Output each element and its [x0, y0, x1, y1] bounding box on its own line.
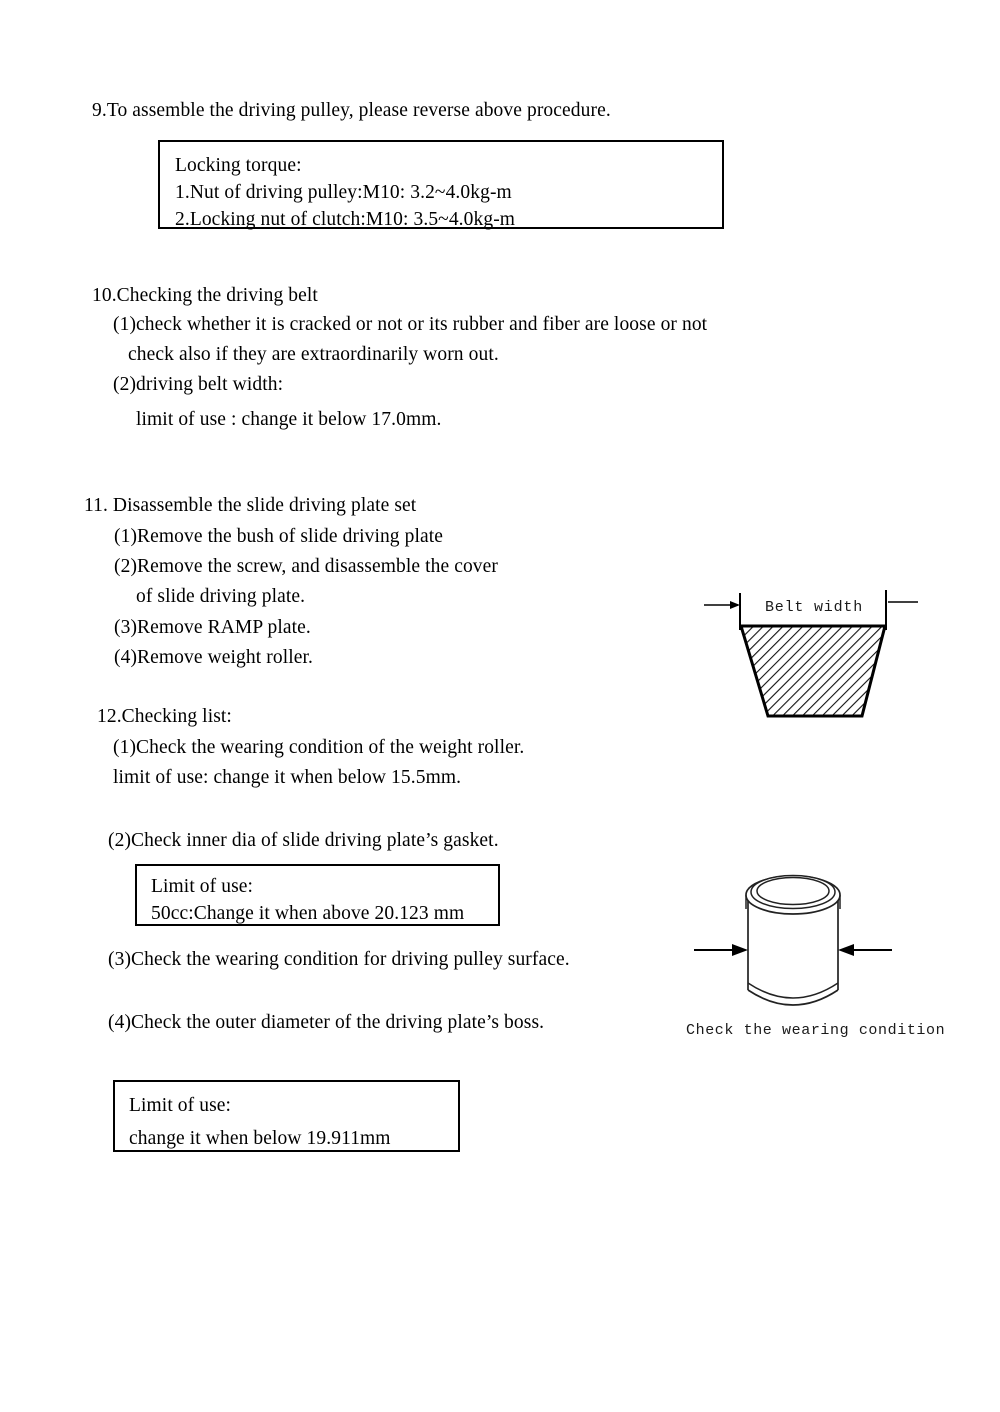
locking-torque-line-1: 1.Nut of driving pulley:M10: 3.2~4.0kg-m	[175, 182, 512, 203]
gasket-limit-title: Limit of use:	[151, 876, 254, 897]
boss-limit-title: Limit of use:	[129, 1095, 232, 1116]
item12-line-5: (4)Check the outer diameter of the driving plate’s boss.	[108, 1012, 545, 1033]
item10-line-3: (2)driving belt width:	[113, 374, 284, 395]
item10-heading: 10.Checking the driving belt	[92, 285, 318, 306]
boss-limit-box	[113, 1080, 460, 1152]
belt-width-figure	[690, 580, 930, 730]
belt-cross-section-shape	[741, 626, 885, 716]
item10-line-1: (1)check whether it is cracked or not or its rubber and fiber are loose or not	[113, 314, 708, 335]
item9-heading: 9.To assemble the driving pulley, please reverse above procedure.	[92, 100, 611, 121]
item12-line-3: (2)Check inner dia of slide driving plate’s gasket.	[108, 830, 499, 851]
boss-arrow-head-left	[732, 944, 748, 956]
belt-width-label: Belt width	[765, 599, 864, 616]
item11-heading: 11. Disassemble the slide driving plate set	[84, 495, 417, 516]
boss-figure-caption: Check the wearing condition	[686, 1022, 946, 1039]
item10-line-2: check also if they are extraordinarily worn out.	[128, 344, 499, 365]
item12-heading: 12.Checking list:	[97, 706, 232, 727]
item12-line-2: limit of use: change it when below 15.5mm.	[113, 767, 462, 788]
item11-line-1: (1)Remove the bush of slide driving plate	[114, 526, 444, 547]
boss-top-inner-ellipse	[757, 878, 829, 905]
boss-limit-line-1: change it when below 19.911mm	[129, 1128, 391, 1149]
item11-line-4: (3)Remove RAMP plate.	[114, 617, 311, 638]
item11-line-5: (4)Remove weight roller.	[114, 647, 313, 668]
locking-torque-box	[158, 140, 724, 229]
item12-line-4: (3)Check the wearing condition for driving pulley surface.	[108, 949, 570, 970]
boss-figure	[680, 855, 946, 1040]
gasket-limit-box	[135, 864, 500, 926]
gasket-limit-line-1: 50cc:Change it when above 20.123 mm	[151, 903, 465, 924]
item10-line-4: limit of use : change it below 17.0mm.	[136, 409, 442, 430]
belt-arrow-head-left	[730, 601, 740, 609]
boss-bottom-arc-inner	[748, 983, 838, 998]
boss-arrow-head-right	[838, 944, 854, 956]
locking-torque-title: Locking torque:	[175, 155, 302, 176]
locking-torque-line-2: 2.Locking nut of clutch:M10: 3.5~4.0kg-m	[175, 209, 516, 230]
boss-diagram	[680, 855, 910, 1040]
item11-line-3: of slide driving plate.	[136, 586, 306, 607]
item12-line-1: (1)Check the wearing condition of the weight roller.	[113, 737, 525, 758]
item11-line-2: (2)Remove the screw, and disassemble the cover	[114, 556, 498, 577]
